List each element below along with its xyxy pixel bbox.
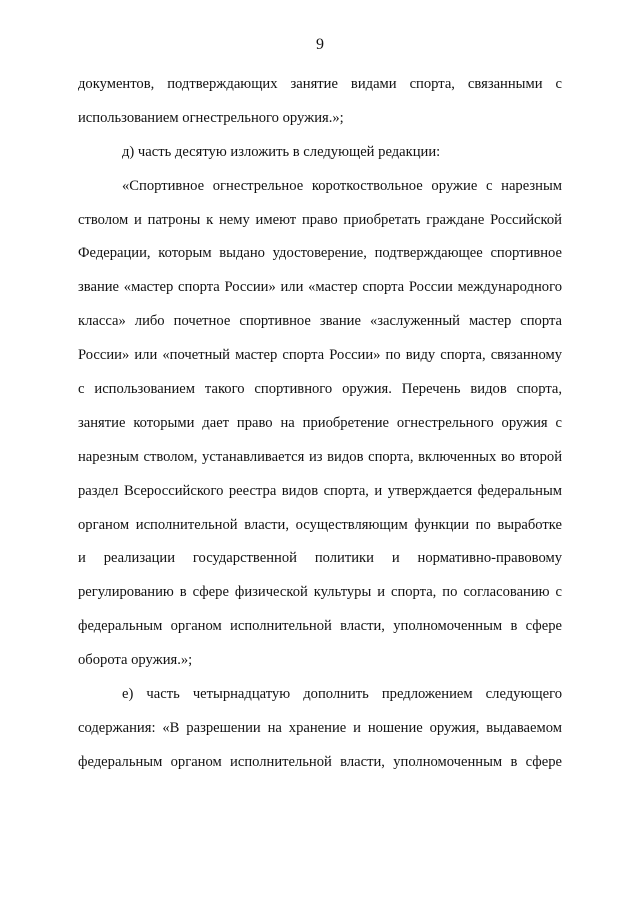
text-line: Федерации, которым выдано удостоверение, подтверждающее спортивное	[78, 245, 562, 262]
text-line: содержания: «В разрешении на хранение и ношение оружия, выдаваемом	[78, 719, 562, 736]
text-line: с использованием такого спортивного оружия. Перечень видов спорта,	[78, 381, 562, 398]
text-line: органом исполнительной власти, осуществляющим функции по выработке	[78, 516, 562, 533]
paragraph	[78, 170, 562, 678]
text-line: использованием огнестрельного оружия.»;	[78, 109, 344, 126]
text-line: класса» либо почетное спортивное звание «заслуженный мастер спорта	[78, 313, 562, 330]
text-line: нарезным стволом, устанавливается из видов спорта, включенных во второй	[78, 448, 562, 465]
text-line: России» или «почетный мастер спорта России» по виду спорта, связанному	[78, 347, 562, 364]
text-line: занятие которыми дает право на приобретение огнестрельного оружия с	[78, 414, 562, 431]
text-line: стволом и патроны к нему имеют право приобретать граждане Российской	[78, 211, 562, 228]
text-line: оборота оружия.»;	[78, 652, 193, 669]
document-body	[78, 68, 562, 780]
text-line: и реализации государственной политики и нормативно-правовому	[78, 550, 562, 567]
page-number: 9	[316, 36, 324, 53]
text-line: «Спортивное огнестрельное короткоствольное оружие с нарезным	[122, 177, 562, 194]
text-line: регулированию в сфере физической культуры и спорта, по согласованию с	[78, 584, 562, 601]
text-line: звание «мастер спорта России» или «мастер спорта России международного	[78, 279, 562, 296]
text-line: документов, подтверждающих занятие видами спорта, связанными с	[78, 76, 562, 92]
paragraph	[78, 136, 562, 170]
paragraph	[78, 68, 562, 136]
text-line: раздел Всероссийского реестра видов спорта, и утверждается федеральным	[78, 482, 562, 499]
text-line: федеральным органом исполнительной власти, уполномоченным в сфере	[78, 753, 562, 770]
text-line: федеральным органом исполнительной власти, уполномоченным в сфере	[78, 618, 562, 635]
text-line: е) часть четырнадцатую дополнить предложением следующего	[122, 686, 562, 703]
paragraph	[78, 678, 562, 780]
text-line: д) часть десятую изложить в следующей редакции:	[122, 143, 441, 160]
